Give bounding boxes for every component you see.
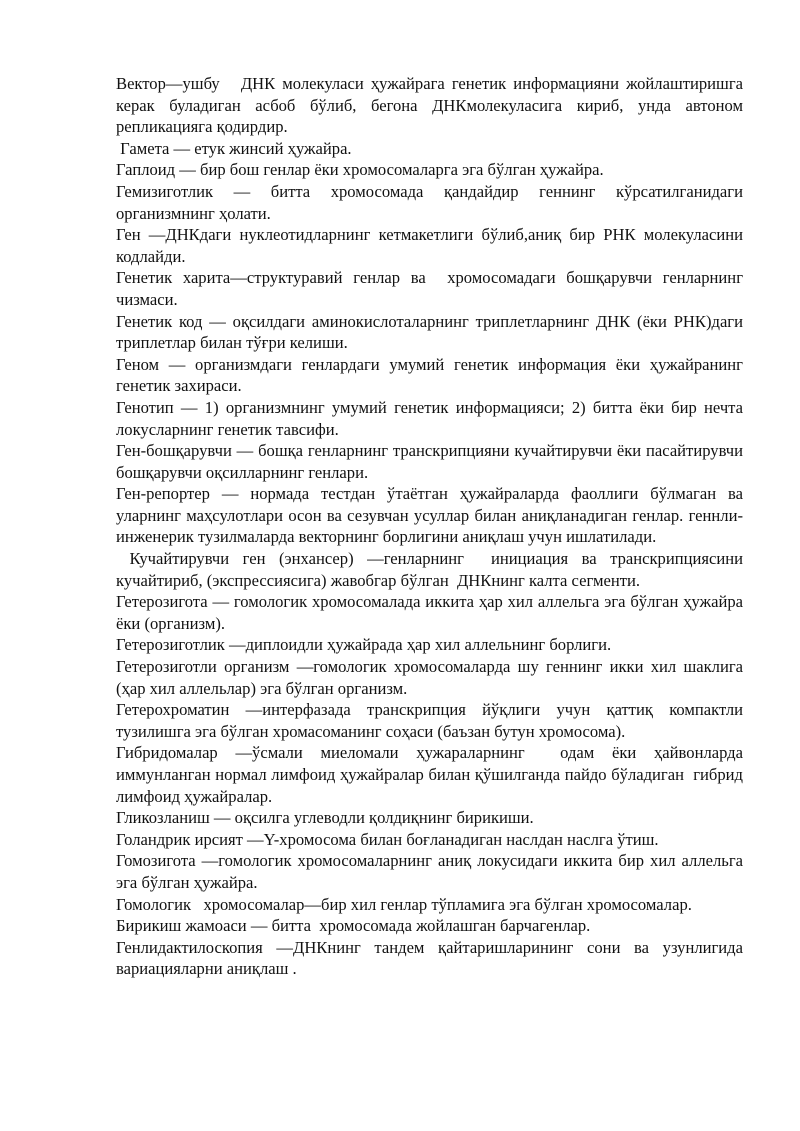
glossary-entry-genotype: Генотип — 1) организмнинг умумий генетик информацияси; 2) битта ёки бир нечта локусларнинг генетик тавсифи.: [116, 397, 748, 439]
glossary-entry-glycosylation: Гликозланиш — оқсилга углеводли қолдиқнинг бирикиши.: [116, 808, 534, 828]
glossary-entry-heterozygous-organism: Гетерозиготли организм —гомологик хромосомаларда шу геннинг икки хил шаклига (ҳар хил аллельлар) эга бўлган организм.: [116, 657, 752, 698]
glossary-entry-heterozygote: Гетерозигота — гомологик хромосомалада иккита ҳар хил аллельга эга бўлган ҳужайра ёки (организм).: [116, 592, 748, 633]
glossary-entry-regulator-gene: Ген-бошқарувчи — бошқа генларнинг транскрипцияни кучайтирувчи ёки пасайтирувчи бошқарувчи оқсилларнинг генлари.: [116, 441, 748, 482]
glossary-entry-vector: Вектор—ушбу ДНК молекуласи ҳужайрага генетик информацияни жойлаштиришга керак буладиган асбоб бўлиб, бегона ДНКмолекуласига кириб, унда автоном репликацияга қодирдир.: [116, 74, 748, 137]
glossary-entry-haploid: Гаплоид — бир бош генлар ёки хромосомаларга эга бўлган ҳужайра.: [116, 160, 604, 180]
glossary-entry-homozygote: Гомозигота —гомологик хромосомаларнинг аниқ локусидаги иккита бир хил аллельга эга бўлган ҳужайра.: [116, 851, 748, 892]
glossary-entry-genetic-code: Генетик код — оқсилдаги аминокислоталарнинг триплетларнинг ДНК (ёки РНК)даги триплетлар билан тўғри келиши.: [116, 311, 748, 353]
glossary-entry-genome: Геном — организмдаги генлардаги умумий генетик информация ёки ҳужайранинг генетик захираси.: [116, 354, 748, 396]
glossary-entry-gene: Ген —ДНКдаги нуклеотидларнинг кетмакетлиги бўлиб,аниқ бир РНК молекуласини кодлайди.: [116, 225, 748, 266]
glossary-entry-holandric-inheritance: Голандрик ирсият —Y-хромосома билан боғланадиган наслдан наслга ўтиш.: [116, 829, 659, 849]
glossary-entry-dna-fingerprinting: Генлидактилоскопия —ДНКнинг тандем қайтаришларининг сони ва узунлигида вариацияларни аниқлаш .: [116, 937, 748, 979]
glossary-entry-hybridomas: Гибридомалар —ўсмали миеломали ҳужараларнинг одам ёки ҳайвонларда иммунланган нормал лимфоид ҳужайралар билан қўшилганда пайдо бўладиган гибрид лимфоид ҳужайралар.: [116, 743, 748, 806]
glossary-entry-heterochromatin: Гетерохроматин —интерфазада транскрипция йўқлиги учун қаттиқ компактли тузилишга эга бўлган хромасоманинг соҳаси (баъзан бутун хромосома).: [116, 700, 748, 741]
glossary-entry-homologous-chromosomes: Гомологик хромосомалар—бир хил генлар тўпламига эга бўлган хромосомалар.: [116, 894, 692, 914]
glossary-entries: [116, 73, 752, 980]
glossary-entry-linkage-group: Бирикиш жамоаси — битта хромосомада жойлашган барчагенлар.: [116, 916, 591, 936]
glossary-entry-hemizygosity: Гемизиготлик — битта хромосомада қандайдир геннинг кўрсатилганидаги организмнинг ҳолати.: [116, 181, 748, 223]
glossary-entry-reporter-gene: Ген-репортер — нормада тестдан ўтаётган ҳужайраларда фаоллиги бўлмаган ва уларнинг маҳсулотлари осон ва сезувчан усуллар билан аниқланадиган генлар. геннли-инженерик тузилмаларда векторнинг борлигини аниқлаш учун ишлатилади.: [116, 484, 748, 547]
glossary-entry-heterozygosity: Гетерозиготлик —диплоидли ҳужайрада ҳар хил аллельнинг борлиги.: [116, 635, 612, 655]
glossary-entry-enhancer: Кучайтирувчи ген (энхансер) —генларнинг инициация ва транскрипциясини кучайтириб, (экспрессиясига) жавобгар бўлган ДНКнинг калта сегменти.: [116, 549, 748, 590]
glossary-entry-gamete: Гамета — етук жинсий ҳужайра.: [116, 138, 352, 158]
glossary-entry-genetic-map: Генетик харита—структуравий генлар ва хромосомадаги бошқарувчи генларнинг чизмаси.: [116, 268, 748, 309]
